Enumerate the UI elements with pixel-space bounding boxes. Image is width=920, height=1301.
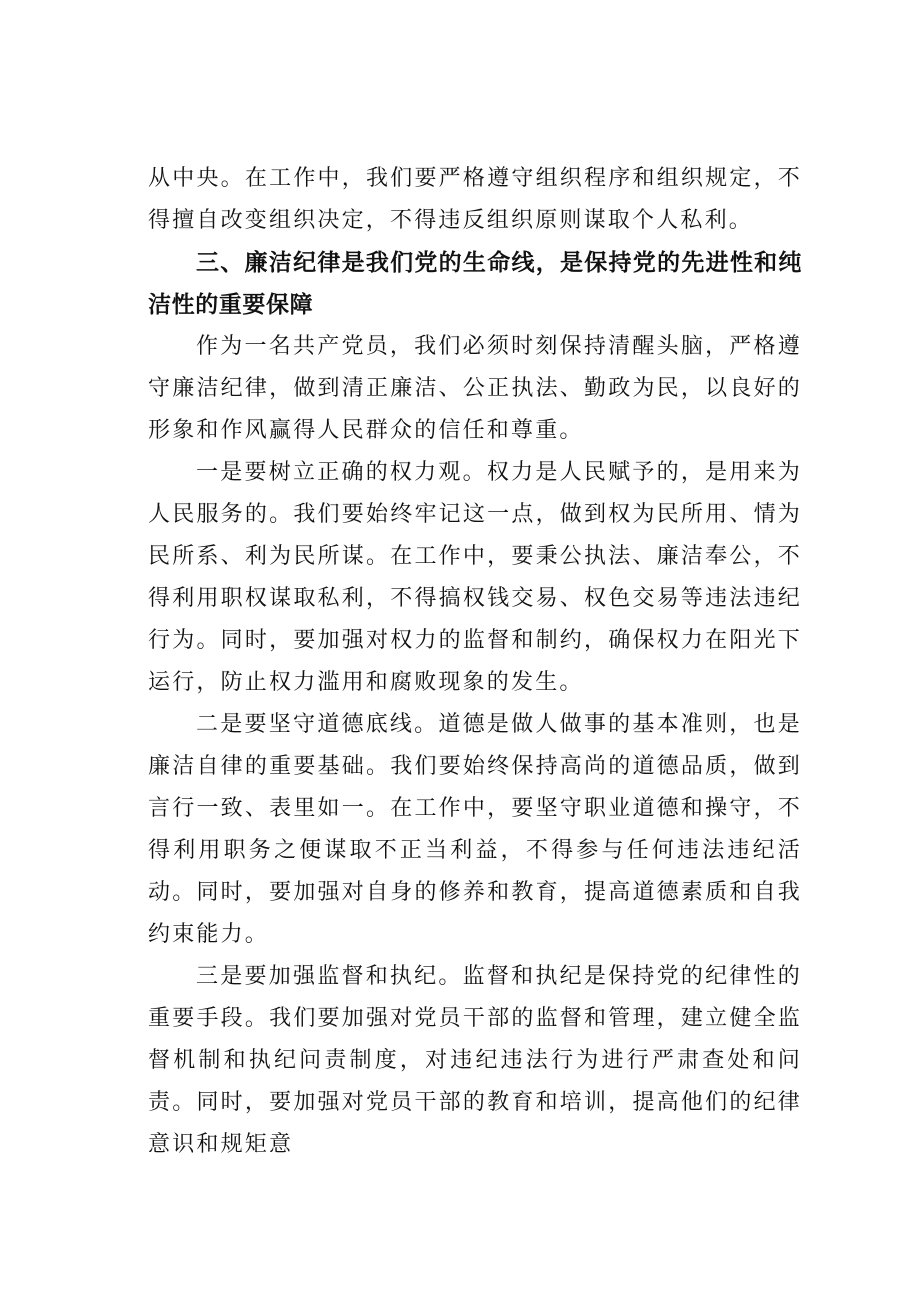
paragraph-point-one: 一是要树立正确的权力观。权力是人民赋予的，是用来为人民服务的。我们要始终牢记这一点，做到权为民所用、情为民所系、利为民所谋。在工作中，要秉公执法、廉洁奉公，不得利用职权谋取私利，不得搞权钱交易、权色交易等违法违纪行为。同时，要加强对权力的监督和制约，确保权力在阳光下运行，防止权力滥用和腐败现象的发生。	[148, 460, 802, 695]
paragraph-point-three: 三是要加强监督和执纪。监督和执纪是保持党的纪律性的重要手段。我们要加强对党员干部的监督和管理，建立健全监督机制和执纪问责制度，对违纪违法行为进行严肃查处和问责。同时，要加强对党员干部的教育和培训，提高他们的纪律意识和规矩意	[148, 964, 802, 1157]
paragraph-intro: 作为一名共产党员，我们必须时刻保持清醒头脑，严格遵守廉洁纪律，做到清正廉洁、公正执法、勤政为民，以良好的形象和作风赢得人民群众的信任和尊重。	[148, 334, 802, 443]
section-heading: 三、廉洁纪律是我们党的生命线，是保持党的先进性和纯洁性的重要保障	[148, 250, 802, 318]
document-page	[148, 158, 802, 1166]
paragraph-continuation: 从中央。在工作中，我们要严格遵守组织程序和组织规定，不得擅自改变组织决定，不得违反组织原则谋取个人私利。	[148, 166, 802, 233]
paragraph-point-two: 二是要坚守道德底线。道德是做人做事的基本准则，也是廉洁自律的重要基础。我们要始终保持高尚的道德品质，做到言行一致、表里如一。在工作中，要坚守职业道德和操守，不得利用职务之便谋取不正当利益，不得参与任何违法违纪活动。同时，要加强对自身的修养和教育，提高道德素质和自我约束能力。	[148, 712, 802, 947]
